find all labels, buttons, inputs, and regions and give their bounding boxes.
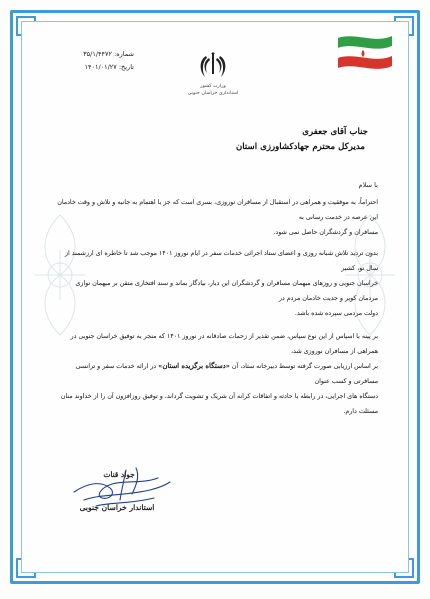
paragraph-line: مسافران و گردشگران حاصل نمی شود. bbox=[273, 229, 378, 236]
handwritten-signature-icon bbox=[66, 458, 176, 528]
iran-flag-icon bbox=[330, 30, 400, 78]
highlight-title: «دستگاه برگزیده استان» bbox=[158, 362, 230, 370]
salutation: با سلام bbox=[358, 181, 378, 189]
recipient-title: مدیرکل محترم جهادکشاورزی استان bbox=[235, 142, 365, 152]
recipient-block bbox=[118, 125, 368, 155]
ministry-name: وزارت کشور bbox=[200, 84, 226, 89]
paragraph-line: دولت مردمی سپرده شده باشد. bbox=[294, 310, 378, 317]
recipient-name: جناب آقای جعفری bbox=[302, 127, 368, 137]
letter-date: تاریخ: ۱۴۰۱/۰۱/۲۷ bbox=[84, 63, 134, 71]
letter-body bbox=[54, 178, 378, 419]
paragraph-line: خراسان جنوبی و روزهای میهمان مسافران و گردشگران این دیار، بیادگار بماند و سند افتخاری متقن بر میهمان نوازی مردمان کویر و جدیت خادمان مردم در bbox=[75, 280, 378, 302]
text-segment: بر اساس ارزیابی صورت گرفته توسط دبیرخانه ستاد، آن bbox=[231, 363, 378, 370]
governorate-name: استانداری خراسان جنوبی bbox=[187, 91, 239, 96]
organization-name bbox=[165, 83, 261, 97]
signatory-title: استاندار خراسان جنوبی bbox=[79, 503, 155, 512]
signatory-name: جواد قنات bbox=[103, 470, 135, 479]
text-segment: در ارائه خدمات سفر و ترانسی مسافرتی و کسب عنوان bbox=[75, 363, 378, 385]
paragraph-line: بر پینه با اسپاس از این نوع سپاس، ضمن تقدیر از زحمات صادقانه در نوروز ۱۴۰۱ که منجر به توفیق خراسان جنوبی در همراهی از مسافران نوروزی شد، bbox=[70, 333, 378, 355]
letter-meta bbox=[34, 48, 134, 74]
paragraph-line bbox=[54, 359, 378, 389]
letter-number: شماره: ۳۵/۱/۴۴۷۲ bbox=[83, 50, 134, 58]
paragraph-line: بدون تردید تلاش شبانه روزی و اعضای ستاد اجرائی خدمات سفر در ایام نوروز ۱۴۰۱ موجب شد تا خاطره ای ارزشمند از سال نو، کشیر bbox=[64, 250, 378, 272]
paragraph-line: احتراماً، به موفقیت و همراهی در استقبال از مسافران نوروزی، بسری است که جز با اهتمام به جانبه و تلاش و وقت خادمان این عرصه در خدمت رسانی به bbox=[57, 199, 378, 221]
iran-emblem-icon bbox=[198, 52, 228, 80]
paragraph-line: دستگاه های اجرایی، در رابطه با حادثه و اتفاقات کرانه آن شریک و تشویت گرداند، و توفیق روزافزون آن را از خداوند منان مسئلت دارم. bbox=[60, 393, 378, 415]
